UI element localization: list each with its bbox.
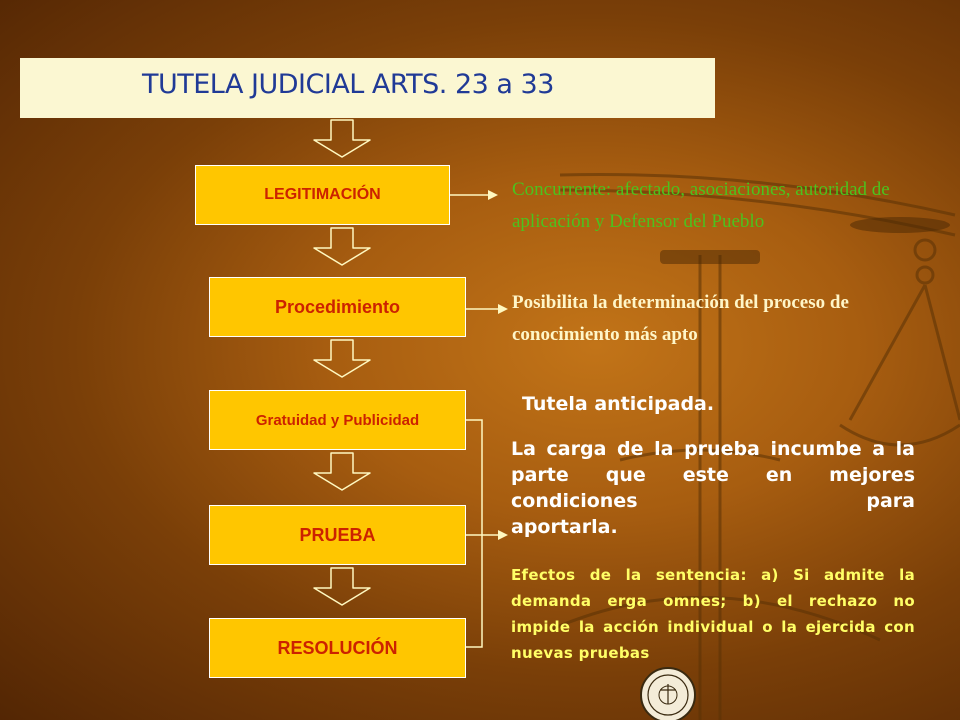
box-resolucion: RESOLUCIÓN — [209, 618, 466, 678]
box-prueba: PRUEBA — [209, 505, 466, 565]
box-procedimiento: Procedimiento — [209, 277, 466, 337]
box-legitimacion: LEGITIMACIÓN — [195, 165, 450, 225]
text-posibilita: Posibilita la determinación del proceso de conocimiento más apto — [512, 292, 849, 345]
slide-title: TUTELA JUDICIAL ARTS. 23 a 33 — [142, 69, 554, 100]
text-carga-prueba-body: La carga de la prueba incumbe a la parte que este en mejores condiciones para — [511, 438, 915, 512]
box-gratuidad-publicidad: Gratuidad y Publicidad — [209, 390, 466, 450]
text-concurrente: Concurrente: afectado, asociaciones, autoridad de aplicación y Defensor del Pueblo — [512, 179, 890, 232]
text-carga-prueba-end: aportarla. — [511, 516, 618, 538]
text-efectos: Efectos de la sentencia: a) Si admite la demanda erga omnes; b) el rechazo no impide la acción individual o la ejercida con nuevas pruebas — [511, 566, 915, 662]
text-tutela-anticipada: Tutela anticipada. — [522, 393, 715, 415]
